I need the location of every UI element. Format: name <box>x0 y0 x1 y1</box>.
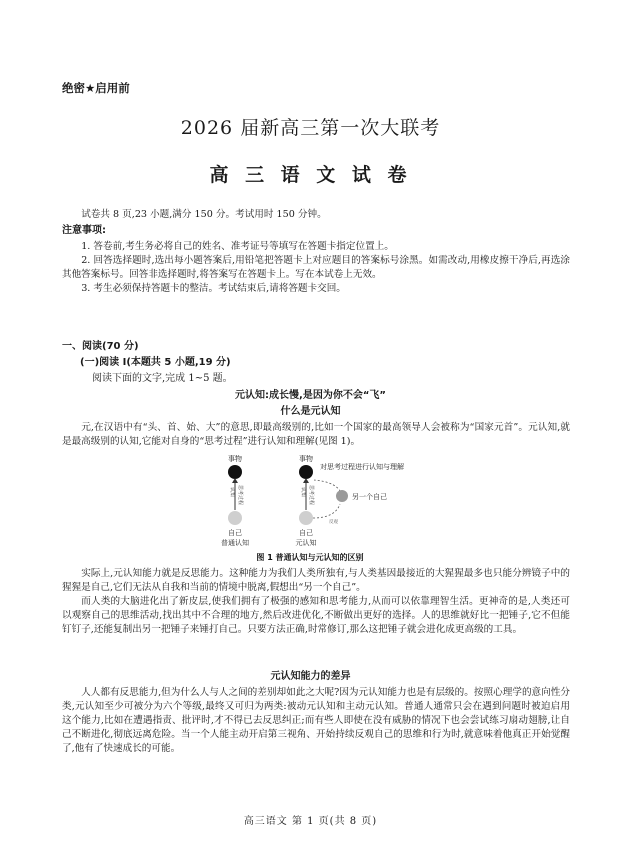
figure-left-object-dot <box>228 465 242 479</box>
article-paragraph-4 <box>62 686 570 771</box>
paragraph-text: 人人都有反思能力,但为什么人与人之间的差别却如此之大呢?因为元认知能力也是有层级的。按照心理学的意向性分类,元认知至少可被分为六个等级,最终又可归为两类:被动元认知和主动元认知。普通人通常只会在遇到问题时被迫启用这个能力,比如在遭遇指责、批评时,才不得已去反思纠正;而有些人即使在没有威胁的情况下也会尝试练习扇动翅膀,让自己不断进化,彻底远离危险。当一个人能主动开启第三视角、开始持续反观自己的思维和行为时,就意味着他真正开始觉醒了,他有了快速成长的可能。 <box>62 687 570 754</box>
figure-right-self-dot <box>299 511 313 525</box>
notice-item: 2. 回答选择题时,选出每小题答案后,用铅笔把答题卡上对应题目的答案标号涂黑。如需改动,用橡皮擦干净后,再选涂其他答案标号。回答非选择题时,将答案写在答题卡上。写在本试卷上无效。 <box>62 255 570 280</box>
article-subheading-2: 元认知能力的差异 <box>270 671 351 682</box>
subsection-heading: (一)阅读 I(本题共 5 小题,19 分) <box>80 357 231 368</box>
exam-title: 2026 届新高三第一次大联考 <box>180 117 441 139</box>
reading-instruction: 阅读下面的文字,完成 1~5 题。 <box>92 373 233 384</box>
article-title: 元认知:成长慢,是因为你不会“飞” <box>235 390 386 401</box>
figure-right-top-label: 事物 <box>299 455 313 463</box>
figure-left-self-dot <box>228 511 242 525</box>
figure-cognition-diagram <box>190 452 430 564</box>
paragraph-text: 元,在汉语中有“头、首、始、大”的意思,即最高级别的,比如一个国家的最高领导人会被称为“国家元首”。元认知,就是最高级别的认知,它能对自身的“思考过程”进行认知和理解(见图 1)。 <box>62 422 570 447</box>
figure-left-arrow-text: 思考过程 <box>237 484 243 506</box>
notice-item: 3. 考生必须保持答题卡的整洁。考试结束后,请将答题卡交回。 <box>81 283 346 294</box>
exam-info-text: 试卷共 8 页,23 小题,满分 150 分。考试用时 150 分钟。 <box>81 209 327 220</box>
notice-item: 1. 答卷前,考生务必将自己的姓名、准考证号等填写在答题卡指定位置上。 <box>81 241 394 252</box>
figure-other-self-dot <box>336 490 348 502</box>
figure-right-bottom-label: 自己 <box>299 529 313 537</box>
figure-left-top-label: 事物 <box>228 455 242 463</box>
figure-caption: 图 1 普通认知与元认知的区别 <box>256 553 364 562</box>
figure-left-bottom-label: 自己 <box>228 529 242 537</box>
figure-reflect-label: 对思考过程进行认知与理解 <box>320 463 404 471</box>
confidential-mark: 绝密★启用前 <box>62 81 130 95</box>
figure-left-arrow-left: 认知 <box>229 486 235 498</box>
figure-other-label: 另一个自己 <box>352 493 387 501</box>
figure-left-arrowhead <box>232 478 238 483</box>
figure-reflect-small-label: 反观 <box>329 520 338 525</box>
article-paragraph-1 <box>62 421 570 450</box>
notice-list <box>62 240 570 296</box>
figure-right-caption: 元认知 <box>295 539 317 547</box>
article-paragraphs <box>62 567 570 637</box>
figure-observe-arrow <box>313 504 340 518</box>
section-heading: 一、阅读(70 分) <box>62 341 139 352</box>
page-footer: 高三语文 第 1 页(共 8 页) <box>243 816 378 827</box>
figure-right-object-dot <box>299 465 313 479</box>
figure-right-arrowhead <box>303 478 309 483</box>
notice-heading: 注意事项: <box>62 225 106 236</box>
paragraph-text: 而人类的大脑进化出了新皮层,使我们拥有了极强的感知和思考能力,从而可以依靠理智生活。更神奇的是,人类还可以观察自己的思维活动,找出其中不合理的地方,然后改进优化,不断做出更好的选择。人的思维就好比一把锤子,它不但能钉钉子,还能复制出另一把锤子来锤打自己。只要方法正确,时常修订,那么这把锤子就会进化成更高级的工具。 <box>62 596 570 635</box>
paragraph-text: 实际上,元认知能力就是反思能力。这种能力为我们人类所独有,与人类基因最接近的大猩猩最多也只能分辨镜子中的猩猩是自己,它们无法从自我和当前的情境中脱离,假想出“另一个自己”。 <box>62 568 570 593</box>
paper-title: 高 三 语 文 试 卷 <box>209 164 412 186</box>
figure-left-caption: 普通认知 <box>221 539 249 547</box>
figure-right-arrow-text: 思考过程 <box>308 484 314 506</box>
article-subheading-1: 什么是元认知 <box>280 406 341 417</box>
exam-info <box>62 208 570 222</box>
figure-right-arrow-left: 认知 <box>300 486 306 498</box>
